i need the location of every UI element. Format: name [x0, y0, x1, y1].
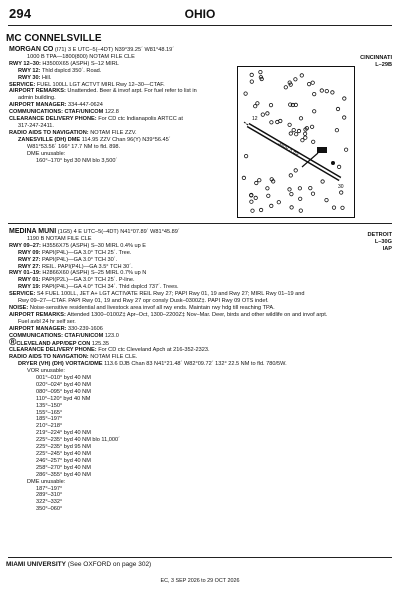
tree-icon: [254, 196, 257, 199]
tree-icon: [299, 197, 302, 200]
medina-line-10: AIRPORT REMARKS: Attended 1300–0100Z‡ Apr–Oct, 1300–2200Z‡ Nov–Mar. Deer, birds and other wildlife on and invof arpt.: [9, 311, 328, 318]
vor-unusable-4: 135°–150°: [36, 402, 63, 409]
tree-icon: [284, 86, 287, 89]
medina-line-8: Rwy 09–27—CTAF. PAPI Rwy 01, 19 and Rwy 27 opr consly Dusk–0300Z‡. PAPI Rwy 09 OTS indef.: [18, 298, 269, 305]
medina-line-6: RWY 19: PAPI(P4L)—GA 4.0° TCH 34´. Thld dsplcd 737´. Trees.: [18, 284, 179, 291]
medina-line-2: RWY 27: PAPI(P4L)—GA 3.0° TCH 30´.: [18, 256, 118, 263]
tree-icon: [269, 103, 272, 106]
morgan-line-11: 317-247-2411.: [18, 122, 54, 129]
runway-30-label: 30: [338, 184, 344, 190]
cleveland-symbol-icon: ®: [9, 336, 17, 348]
tree-icon: [292, 128, 295, 131]
tree-icon: [300, 74, 303, 77]
medina-line-17: DRYER (VH) (DH) VORTAC/DME 113.6 DJB Chan 83 N41°21.48´ W82°09.72´ 132° 22.5 NM to fld. 780/5W.: [18, 361, 287, 368]
tree-icon: [289, 132, 292, 135]
medina-muni-entry: [9, 229, 327, 513]
tree-icon: [313, 92, 316, 95]
tree-icon: [258, 179, 261, 182]
tree-icon: [288, 123, 291, 126]
vor-unusable-11: 225°–245° byd 40 NM: [36, 451, 91, 457]
tree-icon: [242, 176, 245, 179]
page-number: 294: [9, 6, 32, 21]
morgan-line-2: RWY 12–30: H3500X65 (ASPH) S–12 MIRL: [9, 60, 119, 67]
tree-icon: [313, 110, 316, 113]
vor-unusable-3: 110°–120° byd 40 NM: [36, 395, 91, 402]
medina-line-16: RADIO AIDS TO NAVIGATION: NOTAM FILE CLE.: [9, 354, 138, 361]
medina-line-1: RWY 09: PAPI(P4L)—GA 3.0° TCH 25´. Tree.: [18, 249, 132, 256]
tree-icon: [343, 97, 346, 100]
tree-icon: [250, 73, 253, 76]
medina-line-15: CLEARANCE DELIVERY PHONE: For CD ctc Cleveland Apch at 216-352-2323.: [9, 347, 210, 354]
tree-icon: [289, 174, 292, 177]
tree-icon: [250, 200, 253, 203]
tree-icon: [340, 191, 343, 194]
morgan-line-1: 1000 B TPA—1800(800) NOTAM FILE CLE: [27, 53, 135, 60]
tree-icon: [297, 129, 300, 132]
tree-icon: [335, 129, 338, 132]
tree-icon: [343, 116, 346, 119]
tree-icon: [301, 139, 304, 142]
header-rule: [8, 25, 392, 26]
beacon-symbol: [331, 161, 335, 165]
morgan-line-13: ZANESVILLE (DH) DME 114.95 ZZV Chan 96(Y) N39°56.45´: [18, 136, 171, 143]
tree-icon: [250, 80, 253, 83]
dme-unusable-0: 187°–197°: [36, 485, 63, 492]
tree-icon: [277, 201, 280, 204]
tree-icon: [299, 209, 302, 212]
morgan-line-5: SERVICE: FUEL 100LL LGT ACTVT MIRL Rwy 12–30—CTAF.: [9, 81, 165, 88]
morgan-line-8: AIRPORT MANAGER: 334-447-0624: [9, 102, 103, 109]
tree-icon: [270, 204, 273, 207]
morgan-line-0: MORGAN CO (I71) 3 E UTC–5(–4DT) N39°39.25´ W81°48.19´: [9, 46, 175, 53]
tree-icon: [295, 133, 298, 136]
tree-icon: [256, 102, 259, 105]
runway-dimension-label: 3500 X 65: [277, 140, 300, 158]
morgan-line-14: W81°53.56´ 166° 17.7 NM to fld. 898.: [27, 143, 121, 150]
morgan-line-4: RWY 30: Hill.: [18, 74, 52, 81]
medina-line-0: RWY 09–27: H3556X75 (ASPH) S–30 MIRL 0.4% up E: [9, 242, 147, 249]
tree-icon: [288, 188, 291, 191]
city-heading: MC CONNELSVILLE: [6, 33, 102, 44]
tree-icon: [307, 82, 310, 85]
tree-icon: [325, 89, 328, 92]
morgan-co-entry: [9, 47, 197, 164]
medina-line-14: ®CLEVELAND APP/DEP CON 125.35: [9, 336, 110, 348]
morgan-line-3: RWY 12: Thld dsplcd 350´. Road.: [18, 67, 102, 74]
tree-icon: [311, 192, 314, 195]
tree-icon: [255, 181, 258, 184]
vor-unusable-9: 225°–235° byd 40 NM blo 11,000´: [36, 437, 120, 444]
tree-icon: [321, 180, 324, 183]
airport-diagram: [237, 66, 355, 218]
tree-icon: [309, 186, 312, 189]
tree-icon: [312, 140, 315, 143]
tree-icon: [325, 198, 328, 201]
tree-icon: [331, 91, 334, 94]
tree-icon: [304, 136, 307, 139]
tree-icon: [261, 113, 264, 116]
tree-icon: [294, 78, 297, 81]
medina-line-12: AIRPORT MANAGER: 330-239-1606: [9, 325, 103, 332]
medina-line-11: Fuel avbl 24 hr self ser.: [18, 318, 76, 325]
morgan-line-12: RADIO AIDS TO NAVIGATION: NOTAM FILE ZZV.: [9, 129, 137, 136]
state-title: OHIO: [184, 7, 216, 21]
tree-icon: [294, 169, 297, 172]
tree-icon: [311, 81, 314, 84]
vor-unusable-1: 020°–024° byd 40 NM: [36, 381, 91, 388]
tree-icon: [341, 206, 344, 209]
vor-unusable-10: 225°–235° byd 95 NM: [36, 444, 91, 451]
tree-icon: [332, 206, 335, 209]
tree-icon: [344, 148, 347, 151]
dme-unusable-1: 289°–310°: [36, 492, 63, 499]
tree-icon: [251, 209, 254, 212]
tree-icon: [259, 70, 262, 73]
medina-line-13: COMMUNICATIONS: CTAF/UNICOM 123.0: [9, 332, 119, 339]
vor-unusable-2: 080°–095° byd 40 NM: [36, 388, 91, 395]
vor-unusable-12: 246°–257° byd 40 NM: [36, 457, 91, 464]
medina-line-second: 1190 B NOTAM FILE CLE: [27, 235, 92, 242]
morgan-chart-ref: CINCINNATI L–29B: [360, 55, 392, 68]
miami-university-entry: MIAMI UNIVERSITY (See OXFORD on page 302): [6, 561, 152, 568]
morgan-line-6: AIRPORT REMARKS: Unattended. Beer & invof arpt. For fuel refer to list in: [9, 88, 197, 95]
hangar-building: [317, 147, 327, 153]
airport-diagram-svg: [238, 67, 354, 217]
vor-unusable-7: 210°–218°: [36, 423, 63, 430]
tree-icon: [320, 89, 323, 92]
tree-icon: [270, 121, 273, 124]
tree-icon: [336, 107, 339, 110]
runway-12-label: 12: [252, 116, 258, 122]
morgan-line-15: DME unusable:: [27, 150, 66, 157]
medina-line-4: RWY 01–19: H2866X60 (ASPH) S–25 MIRL 0.7% up N: [9, 270, 147, 277]
medina-chart-ref: DETROIT L–30G IAP: [367, 232, 392, 252]
vor-unusable-title: VOR unusable:: [27, 368, 65, 375]
medina-line-5: RWY 01: PAPI(P2L)—GA 3.0° TCH 25´. P-line.: [18, 277, 135, 284]
morgan-line-10: CLEARANCE DELIVERY PHONE: For CD ctc Indianapolis ARTCC at: [9, 116, 183, 123]
tree-icon: [290, 206, 293, 209]
tree-icon: [267, 194, 270, 197]
morgan-line-9: COMMUNICATIONS: CTAF/UNICOM 122.8: [9, 109, 119, 116]
vor-unusable-6: 185°–197°: [36, 416, 63, 423]
tree-icon: [259, 208, 262, 211]
tree-icon: [244, 154, 247, 157]
medina-header: MEDINA MUNI (1G5) 4 E UTC–5(–4DT) N41°07.89´ W81°45.89´: [9, 228, 180, 235]
dme-unusable-title: DME unusable:: [27, 478, 66, 485]
dme-unusable-2: 322°–332°: [36, 499, 63, 506]
tree-icon: [244, 92, 247, 95]
tree-icon: [266, 187, 269, 190]
tree-icon: [299, 117, 302, 120]
dme-unusable-3: 350°–060°: [36, 506, 63, 513]
vor-unusable-0: 001°–010° byd 40 NM: [36, 375, 91, 382]
medina-line-3: RWY 27: REIL. PAPI(P4L)—GA 3.5° TCH 30´.: [18, 263, 133, 270]
vor-unusable-8: 219°–224° byd 40 NM: [36, 430, 91, 437]
tree-icon: [266, 112, 269, 115]
tree-icon: [310, 125, 313, 128]
medina-line-9: NOISE: Noise-sensitive residential and livestock area invof all rwy ends. Maintain rwy hdg till reaching TPA.: [9, 304, 275, 311]
vor-unusable-14: 286°–355° byd 40 NM: [36, 471, 91, 478]
vor-unusable-5: 155°–165°: [36, 409, 63, 416]
tree-icon: [298, 187, 301, 190]
tree-icon: [337, 165, 340, 168]
morgan-line-16: 160°–170° byd 30 NM blo 3,500´: [36, 157, 118, 164]
tree-icon: [290, 192, 293, 195]
vor-unusable-13: 258°–270° byd 40 NM: [36, 464, 91, 471]
edition-footer: EC, 3 SEP 2026 to 29 OCT 2026: [160, 578, 240, 584]
entry-divider: [8, 223, 392, 224]
morgan-line-7: admin building.: [18, 95, 56, 102]
entry-divider-2: [8, 557, 392, 558]
medina-line-7: SERVICE: S4 FUEL 100LL, JET A+ LGT ACTIVATE REIL Rwy 27; PAPI Rwy 01, 19 and Rwy 27; MIRL Rwy 01–19 and: [9, 291, 305, 298]
tree-icon: [303, 132, 306, 135]
